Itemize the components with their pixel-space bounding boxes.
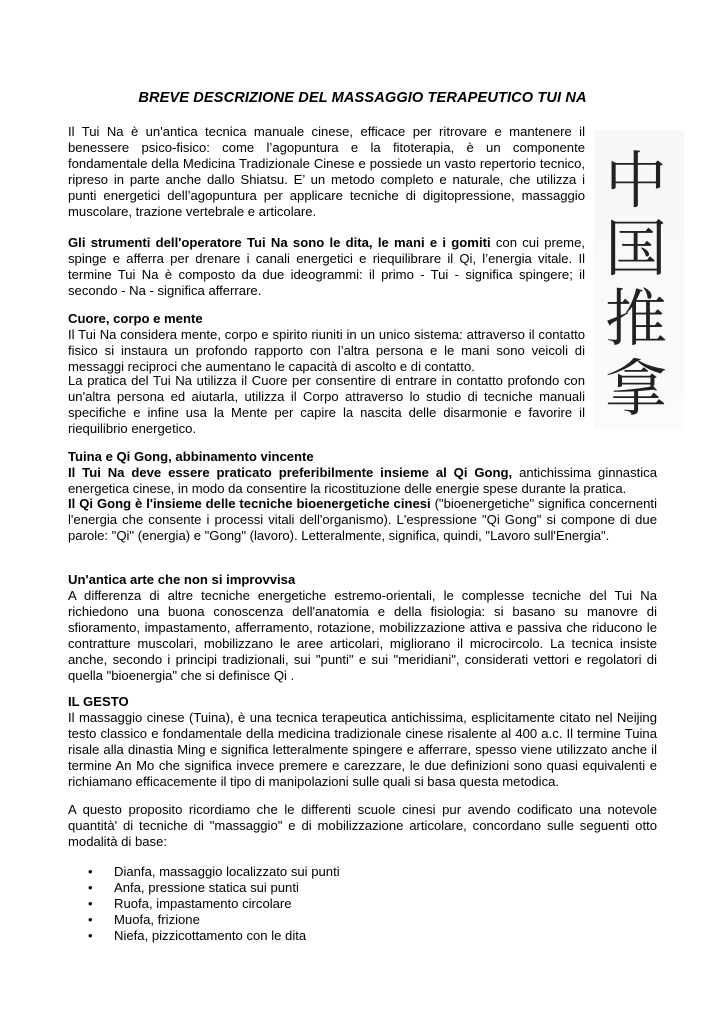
qigong-text-1: antichissima ginnastica energetica cinese, in modo da consentire la ricostituzione delle energie spese durante la pratica. bbox=[68, 465, 657, 496]
calligraphy-char-na: 拿 bbox=[604, 352, 668, 425]
list-item-text: Anfa, pressione statica sui punti bbox=[114, 879, 299, 895]
heart-paragraph-1: Il Tui Na considera mente, corpo e spirito riuniti in un unico sistema: attraverso il contatto fisico si instaura un profondo rapporto con l’altra persona e le mani sono veicoli di messaggi reciproci che aumentano le capacità di ascolto e di contatto. bbox=[68, 327, 585, 374]
intro-paragraph: Il Tui Na è un'antica tecnica manuale cinese, efficace per ritrovare e mantenere il benessere psico-fisico: come l’agopuntura e la fitoterapia, è un componente fondamentale della Medicina Tradizionale Cinese e possiede un vasto repertorio tecnico, ripreso in parte anche dallo Shiatsu. E’ un metodo completo e naturale, che utilizza i punti energetici dell’agopuntura per applicare tecniche di digitopressione, massaggio muscolare, trazione vertebrale e articolare. bbox=[68, 124, 585, 219]
list-item bbox=[88, 912, 340, 928]
bullet-icon: • bbox=[88, 879, 93, 895]
qigong-bold-2: Il Qi Gong è l'insieme delle tecniche bioenergetiche cinesi bbox=[68, 496, 431, 511]
gesture-paragraph-2: A questo proposito ricordiamo che le differenti scuole cinesi pur avendo codificato una notevole quantità' di tecniche di "massaggio" e di mobilizzazione articolare, concordano sulle seguenti otto modalità di base: bbox=[68, 802, 657, 849]
heart-paragraph-2: La pratica del Tui Na utilizza il Cuore per consentire di entrare in contatto profondo con un'altra persona ed aiutarla, utilizza il Corpo attraverso lo studio di tecniche manuali specifiche e infine usa la Mente per capire la nascita delle disarmonie e favorire il riequilibrio energetico. bbox=[68, 373, 585, 436]
bullet-icon: • bbox=[88, 927, 93, 943]
art-paragraph: A differenza di altre tecniche energetiche estremo-orientali, le complesse tecniche del Tui Na richiedono una buona conoscenza dell'anatomia e della fisiologia: si basano su manovre di sfioramento, impastamento, afferramento, rotazione, mobilizzazione attiva e passiva che riducono le contratture muscolari, mobilizzano le aree articolari, migliorano il microcircolo. La tecnica insiste anche, secondo i principi tradizionali, sui "punti" e sui "meridiani", considerati vettori e regolatori di quella "bioenergia" che si definisce Qi . bbox=[68, 588, 657, 683]
list-item-text: Muofa, frizione bbox=[114, 911, 200, 927]
calligraphy-image bbox=[594, 130, 684, 430]
list-item bbox=[88, 896, 340, 912]
tools-text: con cui preme, spinge e afferra per drenare i canali energetici e riequilibrare il Qi, l’energia vitale. Il termine Tui Na è composto da due ideogrammi: il primo - Tui - significa spingere; il secondo - Na - significa afferrare. bbox=[68, 235, 585, 298]
list-item bbox=[88, 880, 340, 896]
tools-bold: Gli strumenti dell'operatore Tui Na sono le dita, le mani e i gomiti bbox=[68, 235, 491, 250]
calligraphy-svg bbox=[594, 130, 684, 430]
bullet-icon: • bbox=[88, 864, 93, 879]
list-item-text: Dianfa, massaggio localizzato sui punti bbox=[114, 864, 340, 879]
qigong-text-2: ("bioenergetiche" significa concernenti l'energia che consente i processi vitali dell'organismo). L'espressione "Qi Gong" si compone di due parole: "Qi" (energia) e "Gong" (lavoro). Letteralmente, significa, quindi, "Lavoro sull'Energia". bbox=[68, 496, 657, 543]
gesture-heading: IL GESTO bbox=[68, 694, 129, 709]
gesture-paragraph-1: Il massaggio cinese (Tuina), è una tecnica terapeutica antichissima, esplicitamente citato nel Neijing testo classico e fondamentale della medicina tradizionale cinese risalente al 400 a.c. Il termine Tuina risale alla dinastia Ming e significa letteralmente spingere e afferrare, spesso viene utilizzato anche il termine An Mo che significa invece premere e carezzare, le due definizioni sono quasi equivalenti e richiamano efficacemente il tipo di manipolazioni sulle quali si basa questa metodica. bbox=[68, 710, 657, 789]
bullet-icon: • bbox=[88, 911, 93, 927]
calligraphy-char-tui: 推 bbox=[604, 282, 668, 355]
qigong-heading: Tuina e Qi Gong, abbinamento vincente bbox=[68, 449, 314, 464]
qigong-bold-1: Il Tui Na deve essere praticato preferibilmente insieme al Qi Gong, bbox=[68, 465, 513, 480]
bullet-icon: • bbox=[88, 895, 93, 911]
list-item bbox=[88, 928, 340, 944]
heart-heading: Cuore, corpo e mente bbox=[68, 311, 203, 326]
document-title: BREVE DESCRIZIONE DEL MASSAGGIO TERAPEUTICO TUI NA bbox=[138, 90, 587, 106]
calligraphy-char-zhong: 中 bbox=[604, 144, 668, 217]
tools-paragraph bbox=[68, 235, 585, 299]
modalities-list bbox=[88, 864, 340, 944]
list-item bbox=[88, 864, 340, 880]
qigong-paragraph-2 bbox=[68, 496, 657, 544]
art-heading: Un'antica arte che non si improvvisa bbox=[68, 572, 296, 587]
list-item-text: Niefa, pizzicottamento con le dita bbox=[114, 927, 307, 943]
calligraphy-char-guo: 国 bbox=[604, 212, 668, 285]
list-item-text: Ruofa, impastamento circolare bbox=[114, 895, 292, 911]
qigong-paragraph-1 bbox=[68, 465, 657, 497]
